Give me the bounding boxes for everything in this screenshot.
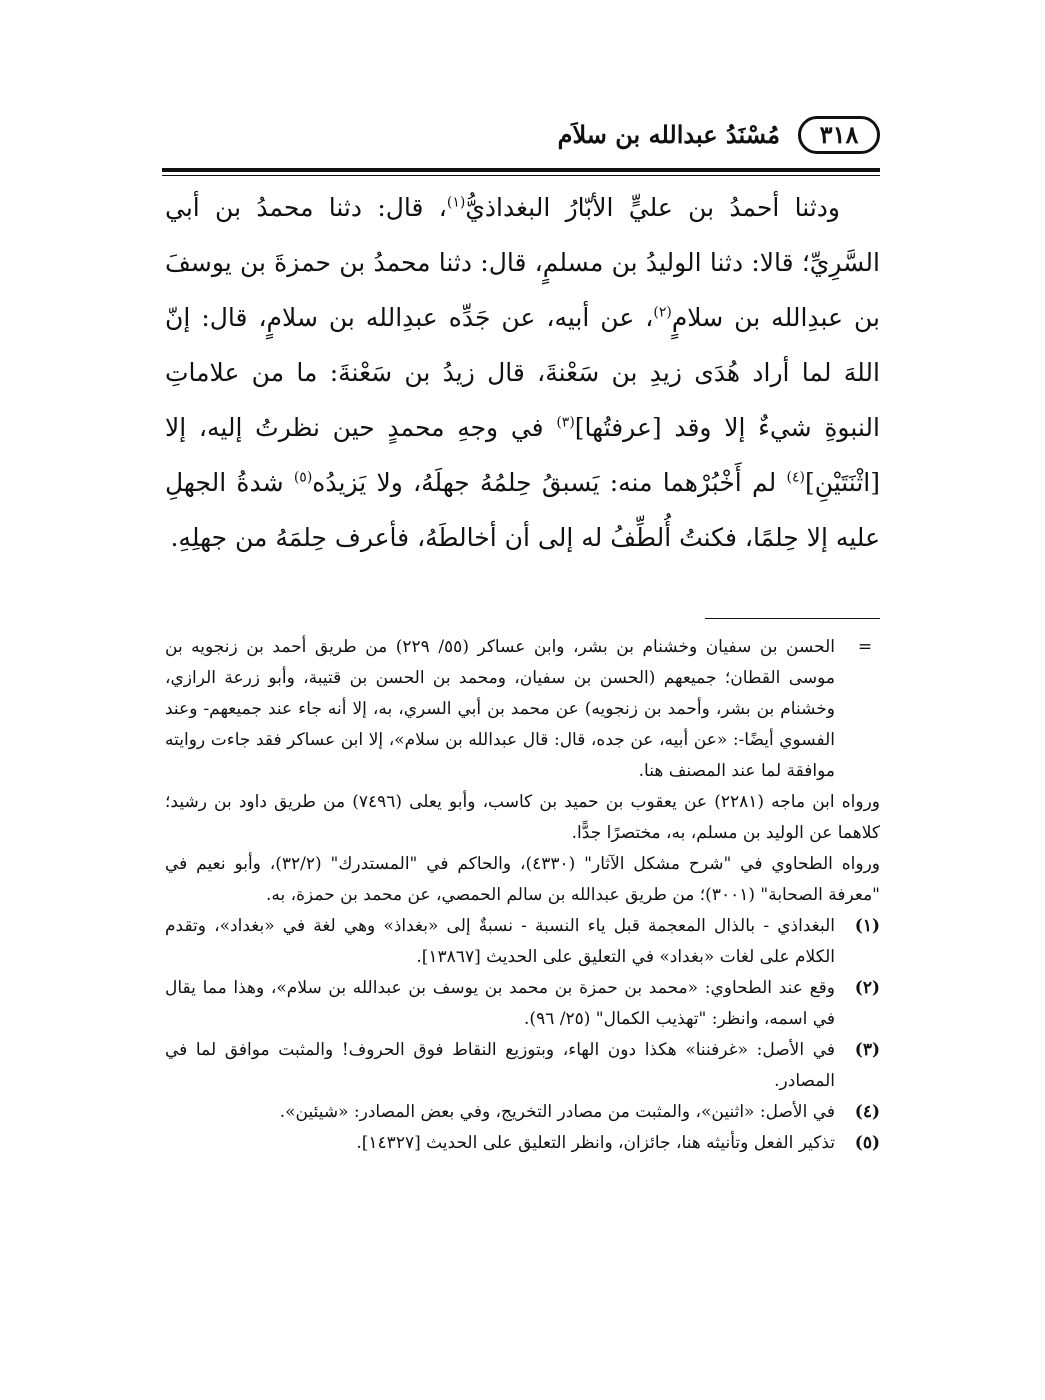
header-rule [162, 168, 880, 172]
footnote-text: تذكير الفعل وتأنيثه هنا، جائزان، وانظر التعليق على الحديث [١٤٣٢٧]. [356, 1133, 835, 1153]
footnote-continuation [165, 632, 880, 787]
footnote-2 [165, 973, 880, 1035]
footnote-1 [165, 911, 880, 973]
text-segment: ، قال: دثنا محمدُ بن أبي السَّرِيِّ؛ قالا: دثنا الوليدُ بن مسلمٍ، قال: دثنا محمدُ بن حمزةَ بن يوسفَ بن عبدِالله بن سلامٍ [165, 193, 880, 332]
footnote-text: البغداذي - بالذال المعجمة قبل ياء النسبة - نسبةٌ إلى «بغداذ» وهي لغة في «بغداد»، وتقدم الكلام على لغات «بغداد» في التعليق على الحديث [١٣٨٦٧]. [165, 916, 835, 967]
footnote-number: (٥) [854, 1133, 880, 1153]
main-hadith-text [165, 180, 880, 565]
footnote-text: في الأصل: «غرفننا» هكذا دون الهاء، وبتوزيع النقاط فوق الحروف! والمثبت موافق لما في المصادر. [165, 1040, 835, 1091]
footnote-ref-5[interactable]: (٥) [293, 469, 313, 486]
continuation-text: الحسن بن سفيان وخشنام بن بشر، وابن عساكر (٥٥/ ٢٢٩) من طريق أحمد بن زنجويه بن موسى القطان؛ جميعهم (الحسن بن سفيان، ومحمد بن الحسن بن قتيبة، وأبو زرعة الرازي، وخشنام بن بشر، وأحمد بن زنجويه) عن محمد بن أبي السري، به، إلا أنه جاء عند جميعهم- وعند الفسوي أيضًا-: «عن أبيه، عن جده، قال: قال عبدالله بن سلام»، إلا ابن عساكر فقد جاءت روايته موافقة لما عند المصنف هنا. [165, 637, 835, 781]
header-rule-thin [162, 175, 880, 176]
running-title: مُسْنَدُ عبدالله بن سلاَم [557, 120, 780, 149]
footnote-ref-4[interactable]: (٤) [786, 469, 805, 486]
hadith-paragraph [165, 180, 880, 565]
footnote-ref-2[interactable]: (٢) [653, 304, 672, 321]
continuation-mark: = [857, 637, 873, 657]
page-number: ٣١٨ [819, 120, 859, 149]
footnote-number: (٣) [854, 1040, 880, 1060]
page-number-badge [798, 116, 880, 154]
footnote-4 [165, 1097, 880, 1128]
footnote-paragraph: ورواه الطحاوي في "شرح مشكل الآثار" (٤٣٣٠)، والحاكم في "المستدرك" (٣٢/٢)، وأبو نعيم في "معرفة الصحابة" (٣٠٠١)؛ من طريق عبدالله بن سالم الحمصي، عن محمد بن حمزة، به. [165, 854, 880, 905]
footnote-5 [165, 1128, 880, 1159]
footnote-separator [705, 618, 880, 619]
footnote-ref-3[interactable]: (٣) [556, 414, 575, 431]
footnote-text: وقع عند الطحاوي: «محمد بن حمزة بن محمد بن يوسف بن عبدالله بن سلام»، وهذا مما يقال في اسمه، وانظر: "تهذيب الكمال" (٢٥/ ٩٦). [165, 978, 835, 1029]
text-segment: شدةُ الجهلِ عليه إلا حِلمًا، فكنتُ أُلطِّفُ له إلى أن أخالطَهُ، فأعرف حِلمَهُ من جهلِهِ. [165, 468, 880, 552]
footnotes-section [165, 632, 880, 1159]
text-segment: ، عن أبيه، عن جَدِّه عبدِالله بن سلامٍ، قال: إنّ اللهَ لما أراد هُدَى زيدِ بن سَعْنةَ، قال زيدُ بن سَعْنةَ: ما من علاماتِ النبوةِ شيءٌ إلا وقد [عرفتُها] [165, 303, 880, 442]
footnote-number: (٢) [854, 978, 880, 998]
text-segment: لم أَخْبُرْهما منه: يَسبقُ حِلمُهُ جهلَهُ، ولا يَزيدُه [312, 468, 787, 497]
footnote-3 [165, 1035, 880, 1097]
footnote-number: (١) [854, 916, 880, 936]
page-header [160, 110, 880, 166]
footnote-paragraph: ورواه ابن ماجه (٢٢٨١) عن يعقوب بن حميد بن كاسب، وأبو يعلى (٧٤٩٦) من طريق داود بن رشيد؛ كلاهما عن الوليد بن مسلم، به، مختصرًا جدًّا. [165, 792, 880, 843]
text-segment: ودثنا أحمدُ بن عليٍّ الأبّارُ البغداذيُّ [465, 193, 841, 222]
text-segment: في وجهِ محمدٍ حين نظرتُ إليه، إلا [اثْنَتَيْنِ] [165, 413, 881, 497]
footnote-number: (٤) [854, 1102, 880, 1122]
footnote-ref-1[interactable]: (١) [446, 194, 466, 211]
footnote-text: في الأصل: «اثنين»، والمثبت من مصادر التخريج، وفي بعض المصادر: «شيئين». [279, 1102, 835, 1122]
